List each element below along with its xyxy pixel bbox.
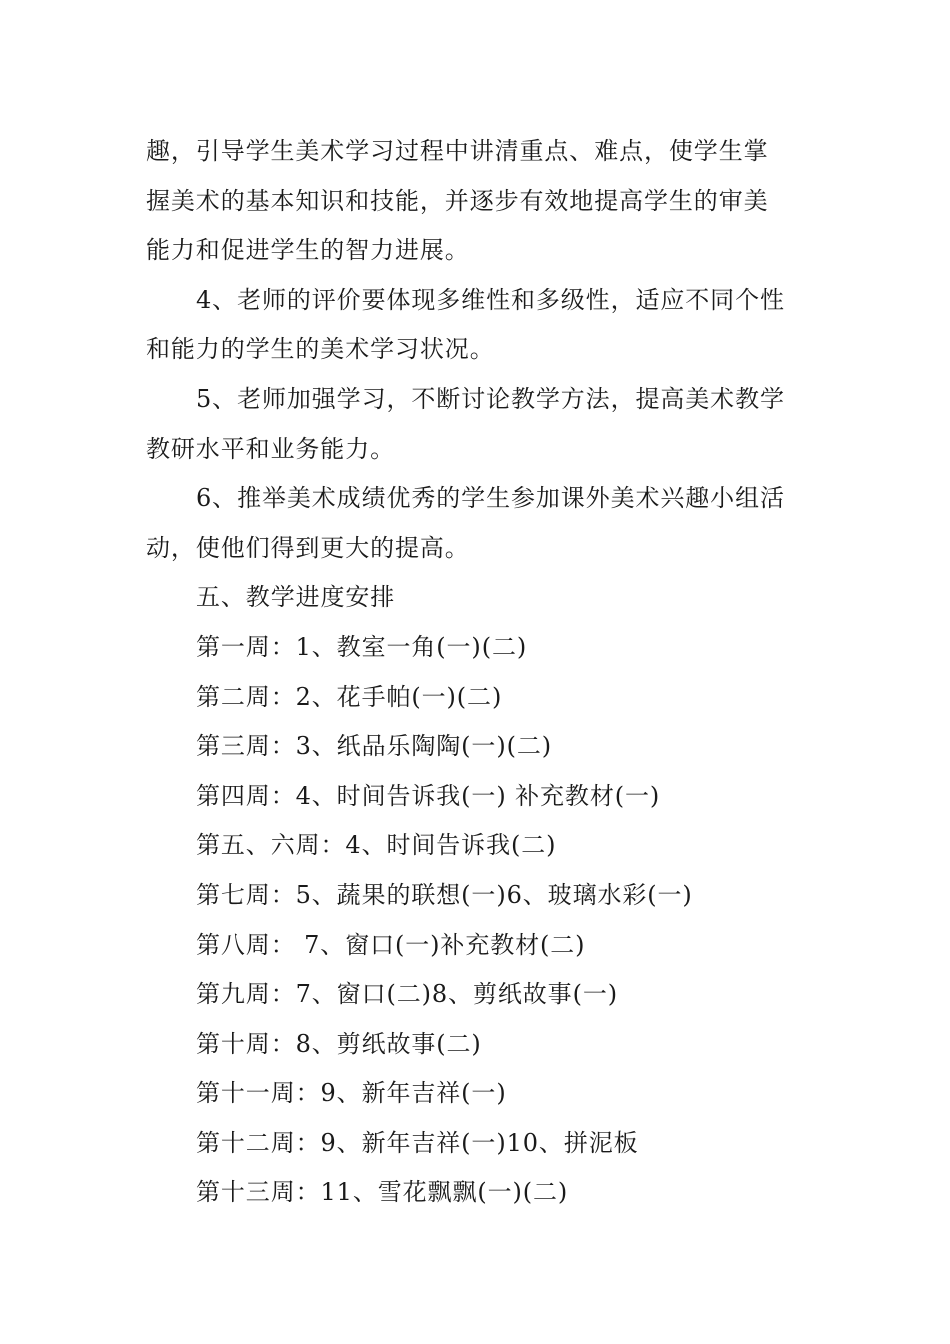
text-line: 第十一周：9、新年吉祥(一) bbox=[196, 1079, 507, 1108]
text-line: 第二周：2、花手帕(一)(二) bbox=[196, 682, 503, 711]
text-line: 第一周：1、教室一角(一)(二) bbox=[196, 632, 528, 661]
text-line: 第四周：4、时间告诉我(一) 补充教材(一) bbox=[196, 781, 661, 810]
text-line: 第十三周：11、雪花飘飘(一)(二) bbox=[196, 1178, 569, 1207]
text-line: 趣，引导学生美术学习过程中讲清重点、难点，使学生掌 bbox=[146, 137, 769, 165]
text-line: 4、老师的评价要体现多维性和多级性，适应不同个性 bbox=[196, 285, 785, 314]
document-body bbox=[146, 127, 806, 1218]
text-line: 五、教学进度安排 bbox=[196, 583, 396, 612]
text-line: 和能力的学生的美术学习状况。 bbox=[146, 335, 495, 364]
text-line: 第五、六周：4、时间告诉我(二) bbox=[196, 831, 557, 860]
text-line: 第十周：8、剪纸故事(二) bbox=[196, 1029, 482, 1058]
text-line: 握美术的基本知识和技能，并逐步有效地提高学生的审美 bbox=[146, 186, 769, 215]
text-line: 第十二周：9、新年吉祥(一)10、拼泥板 bbox=[196, 1128, 639, 1157]
text-line: 能力和促进学生的智力进展。 bbox=[146, 236, 470, 265]
text-line: 6、推举美术成绩优秀的学生参加课外美术兴趣小组活 bbox=[196, 484, 785, 513]
text-line: 5、老师加强学习，不断讨论教学方法，提高美术教学 bbox=[196, 384, 785, 413]
text-line: 第八周： 7、窗口(一)补充教材(二) bbox=[196, 930, 586, 959]
text-line: 教研水平和业务能力。 bbox=[146, 434, 395, 463]
text-line: 第九周：7、窗口(二)8、剪纸故事(一) bbox=[196, 980, 618, 1009]
text-line: 动，使他们得到更大的提高。 bbox=[146, 533, 470, 562]
text-line: 第七周：5、蔬果的联想(一)6、玻璃水彩(一) bbox=[196, 880, 693, 909]
text-line: 第三周：3、纸品乐陶陶(一)(二) bbox=[196, 732, 553, 761]
